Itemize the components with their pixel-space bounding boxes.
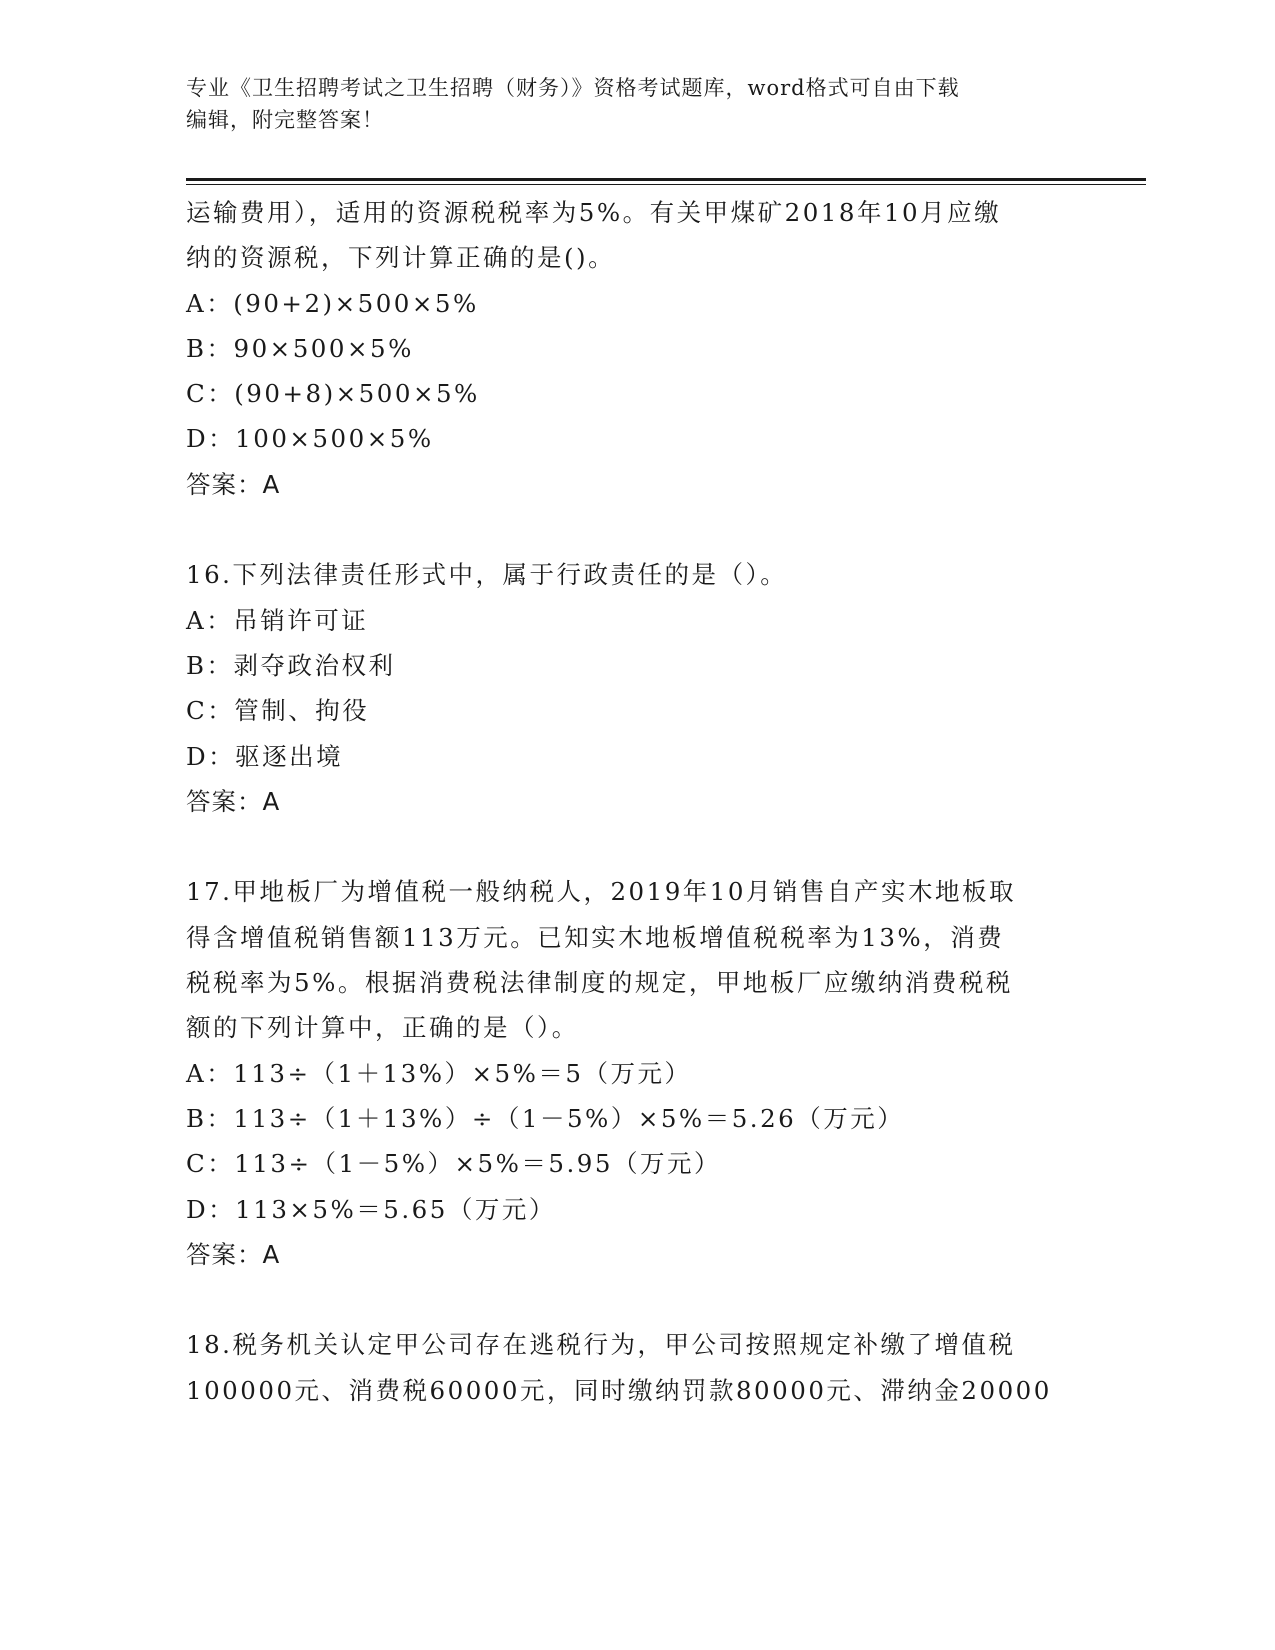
spacer	[186, 1277, 1086, 1322]
option-c: C：113÷（1－5%）×5%＝5.95（万元）	[186, 1149, 721, 1179]
option-a: A：113÷（1＋13%）×5%＝5（万元）	[186, 1058, 692, 1088]
option-a: A：吊销许可证	[186, 605, 369, 635]
option-d: D：驱逐出境	[186, 741, 344, 771]
header-divider-thick	[186, 178, 1146, 181]
option-d: D：100×500×5%	[186, 424, 434, 454]
question-text-line: 纳的资源税，下列计算正确的是()。	[186, 243, 616, 273]
option-c: C：管制、拘役	[186, 696, 370, 726]
question-content	[186, 190, 1086, 1413]
question-text-line: 100000元、消费税60000元，同时缴纳罚款80000元、滞纳金20000	[186, 1375, 1052, 1405]
option-d: D：113×5%＝5.65（万元）	[186, 1194, 556, 1224]
question-15-continuation	[186, 190, 1086, 507]
header-line-2: 编辑，附完整答案！	[186, 108, 384, 132]
question-text-line: 18.税务机关认定甲公司存在逃税行为，甲公司按照规定补缴了增值税	[186, 1330, 1016, 1360]
answer-line: 答案：A	[186, 786, 281, 816]
question-16	[186, 552, 1086, 824]
question-text-line: 运输费用），适用的资源税税率为5%。有关甲煤矿2018年10月应缴	[186, 198, 1002, 227]
question-text-line: 额的下列计算中，正确的是（）。	[186, 1013, 579, 1043]
spacer	[186, 824, 1086, 869]
option-a: A：(90+2)×500×5%	[186, 288, 479, 318]
document-header	[186, 72, 1086, 136]
question-17	[186, 869, 1086, 1277]
question-text-line: 16.下列法律责任形式中，属于行政责任的是（）。	[186, 560, 788, 590]
question-text-line: 税税率为5%。根据消费税法律制度的规定，甲地板厂应缴纳消费税税	[186, 968, 1013, 998]
option-b: B：113÷（1＋13%）÷（1－5%）×5%＝5.26（万元）	[186, 1103, 905, 1133]
answer-line: 答案：A	[186, 469, 281, 499]
header-line-1: 专业《卫生招聘考试之卫生招聘（财务）》资格考试题库，word格式可自由下载	[186, 76, 960, 100]
option-b: B：90×500×5%	[186, 333, 414, 363]
question-text-line: 17.甲地板厂为增值税一般纳税人，2019年10月销售自产实木地板取	[186, 877, 1016, 907]
header-divider-thin	[186, 184, 1146, 185]
option-c: C：(90+8)×500×5%	[186, 379, 480, 409]
spacer	[186, 507, 1086, 552]
answer-line: 答案：A	[186, 1239, 281, 1269]
option-b: B：剥夺政治权利	[186, 650, 396, 680]
question-text-line: 得含增值税销售额113万元。已知实木地板增值税税率为13%，消费	[186, 922, 1005, 952]
question-18	[186, 1322, 1086, 1413]
